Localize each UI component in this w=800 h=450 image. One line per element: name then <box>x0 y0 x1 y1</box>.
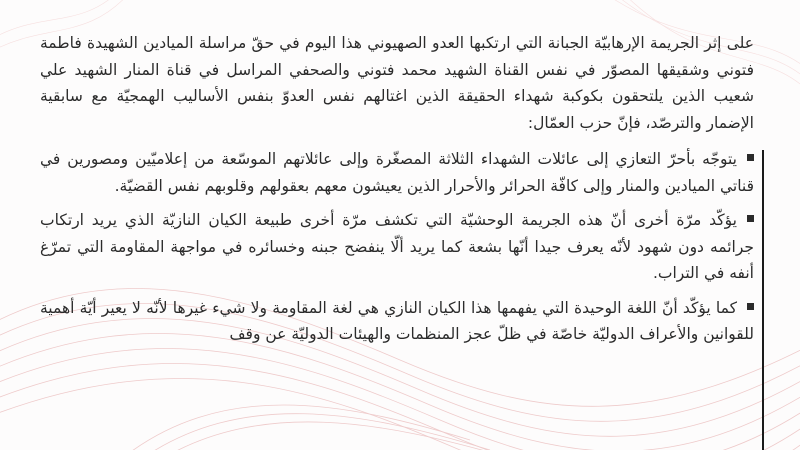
bullet-item-condolences <box>40 146 754 199</box>
bullet-text: يتوجّه بأحرّ التعازي إلى عائلات الشهداء الثلاثة المصغّرة وإلى عائلاتهم الموسّعة من إعلاميّين ومصورين في قناتي الميادين والمنار وإلى كافّة الحرائر والأحرار الذين يعيشون معهم بعقولهم وقلوبهم نفس القضيّة. <box>40 150 754 195</box>
bullet-square-icon <box>747 215 754 222</box>
bullet-square-icon <box>747 303 754 310</box>
bullet-item-crime-nature <box>40 207 754 287</box>
bullet-text: كما يؤكّد أنّ اللغة الوحيدة التي يفهمها هذا الكيان النازي هي لغة المقاومة ولا شيء غيرها لأنّه لا يعير أيّة أهمية للقوانين والأعراف الدوليّة خاصّة في ظلّ عجز المنظمات والهيئات الدوليّة عن وقف <box>40 298 754 343</box>
statement-body <box>40 30 754 348</box>
bullet-square-icon <box>747 154 754 161</box>
bullet-item-resistance <box>40 295 754 348</box>
bullet-text: يؤكّد مرّة أخرى أنّ هذه الجريمة الوحشيّة التي تكشف مرّة أخرى طبيعة الكيان النازيّة الذي يريد ارتكاب جرائمه دون شهود لأنّه يعرف جيدا أنّها بشعة كما يريد ألّا ينفضح جبنه وخسائره في مواجهة المقاومة التي تمرّغ أنفه في التراب. <box>40 211 754 282</box>
intro-paragraph: على إثر الجريمة الإرهابيّة الجبانة التي ارتكبها العدو الصهيوني هذا اليوم في حقّ مراسلة الميادين الشهيدة فاطمة فتوني وشقيقها المصوّر في نفس القناة الشهيد محمد فتوني والصحفي المراسل في قناة المنار الشهيد علي شعيب الذين يلتحقون بكوكبة شهداء الحقيقة الذين اغتالهم نفس العدوّ بنفس الأساليب الهمجيّة مع سابقية الإضمار والترصّد، فإنّ حزب العمّال: <box>40 34 754 132</box>
vertical-border-line <box>762 150 764 450</box>
